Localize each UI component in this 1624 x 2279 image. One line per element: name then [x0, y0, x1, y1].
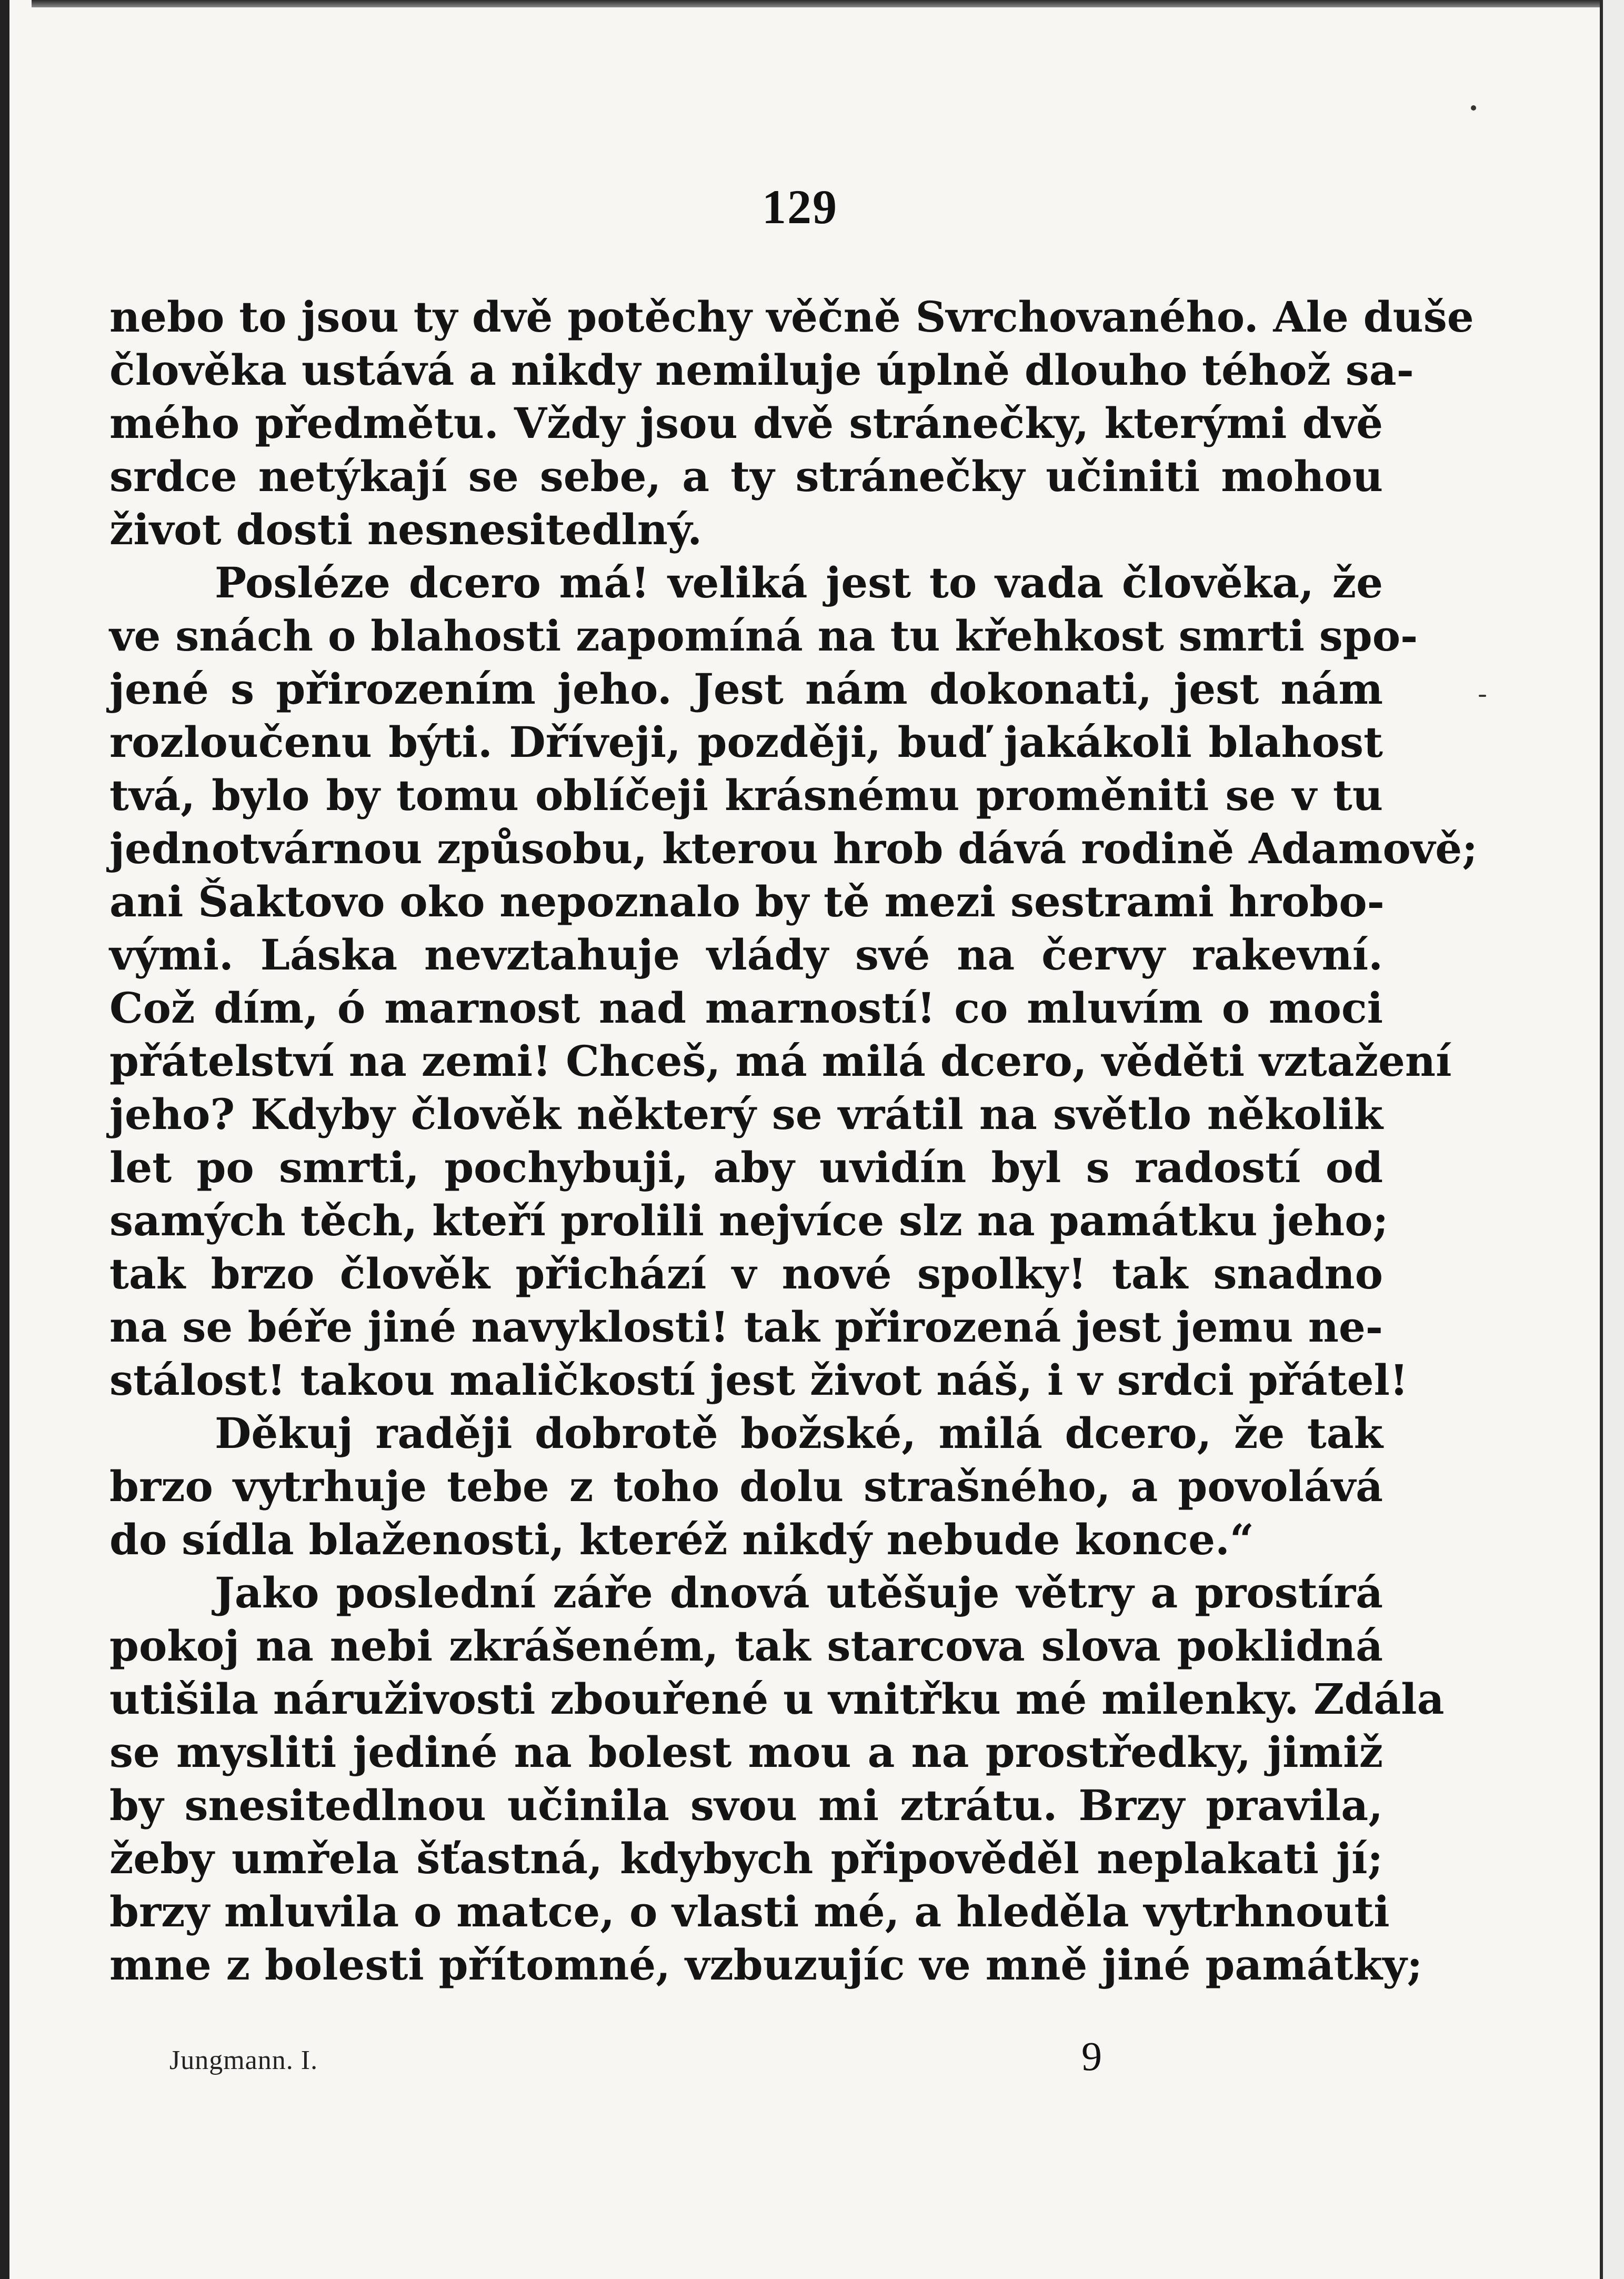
text-line: nebo to jsou ty dvě potěchy věčně Svrchovaného. Ale duše — [109, 292, 1474, 342]
text-line: Jako poslední záře dnová utěšuje větry a prostírá — [215, 1568, 1383, 1617]
page-right-edge — [1600, 0, 1624, 2279]
text-line: by snesitedlnou učinila svou mi ztrátu. Brzy pravila, — [109, 1781, 1383, 1830]
text-line: tak brzo člověk přichází v nové spolky! tak snadno — [109, 1249, 1383, 1298]
text-line: ve snách o blahosti zapomíná na tu křehkost smrti spo- — [109, 611, 1418, 661]
page-top-edge — [32, 0, 1600, 7]
text-line: samých těch, kteří prolili nejvíce slz na památku jeho; — [109, 1196, 1389, 1245]
text-line: utišila náruživosti zbouřené u vnitřku mé milenky. Zdála — [109, 1674, 1445, 1724]
footer-sheet-number: 9 — [1081, 2033, 1102, 2079]
footer-signature: Jungmann. I. — [169, 2045, 318, 2075]
page-number: 129 — [762, 180, 838, 234]
text-line: přátelství na zemi! Chceš, má milá dcero, věděti vztažení — [109, 1036, 1452, 1086]
text-line: Posléze dcero má! veliká jest to vada člověka, že — [215, 558, 1383, 607]
text-line: Což dím, ó marnost nad marností! co mluvím o moci — [109, 983, 1383, 1033]
text-line: jednotvárnou způsobu, kterou hrob dává rodině Adamově; — [109, 824, 1478, 873]
text-line: se mysliti jediné na bolest mou a na prostředky, jimiž — [109, 1727, 1383, 1777]
text-line: člověka ustává a nikdy nemiluje úplně dlouho téhož sa- — [109, 345, 1414, 395]
text-line: brzo vytrhuje tebe z toho dolu strašného, a povolává — [109, 1462, 1383, 1511]
text-line: pokoj na nebi zkrášeném, tak starcova slova poklidná — [109, 1621, 1383, 1671]
print-speck — [1479, 695, 1486, 697]
text-line: rozloučenu býti. Dříveji, později, buď jakákoli blahost — [109, 717, 1383, 767]
text-line: žeby umřela šťastná, kdybych připověděl neplakati jí; — [109, 1834, 1383, 1883]
text-line: do sídla blaženosti, kteréž nikdý nebude konce.“ — [109, 1515, 1254, 1564]
text-line: jeho? Kdyby člověk některý se vrátil na světlo několik — [109, 1089, 1383, 1139]
text-line: stálost! takou maličkostí jest život náš, i v srdci přátel! — [109, 1355, 1408, 1405]
text-line: srdce netýkají se sebe, a ty stránečky učiniti mohou — [109, 452, 1383, 501]
page-left-edge — [0, 0, 9, 2279]
text-line: mého předmětu. Vždy jsou dvě stránečky, kterými dvě — [109, 398, 1383, 448]
text-line: Děkuj raději dobrotě božské, milá dcero, že tak — [215, 1408, 1383, 1458]
text-line: na se béře jiné navyklosti! tak přirozená jest jemu ne- — [109, 1302, 1383, 1352]
text-line: ani Šaktovo oko nepoznalo by tě mezi sestrami hrobo- — [109, 877, 1385, 926]
text-line: vými. Láska nevztahuje vlády své na červy rakevní. — [109, 930, 1383, 979]
print-speck — [1471, 105, 1476, 111]
text-line: tvá, bylo by tomu oblíčeji krásnému proměniti se v tu — [109, 771, 1383, 820]
body-text — [109, 291, 1478, 1992]
text-line: brzy mluvila o matce, o vlasti mé, a hleděla vytrhnouti — [109, 1887, 1390, 1936]
text-line: mne z bolesti přítomné, vzbuzujíc ve mně jiné památky; — [109, 1940, 1423, 1990]
text-line: jené s přirozením jeho. Jest nám dokonati, jest nám — [109, 664, 1383, 714]
text-line: let po smrti, pochybuji, aby uvidín byl s radostí od — [109, 1143, 1383, 1192]
text-line: život dosti nesnesitedlný. — [109, 505, 703, 554]
